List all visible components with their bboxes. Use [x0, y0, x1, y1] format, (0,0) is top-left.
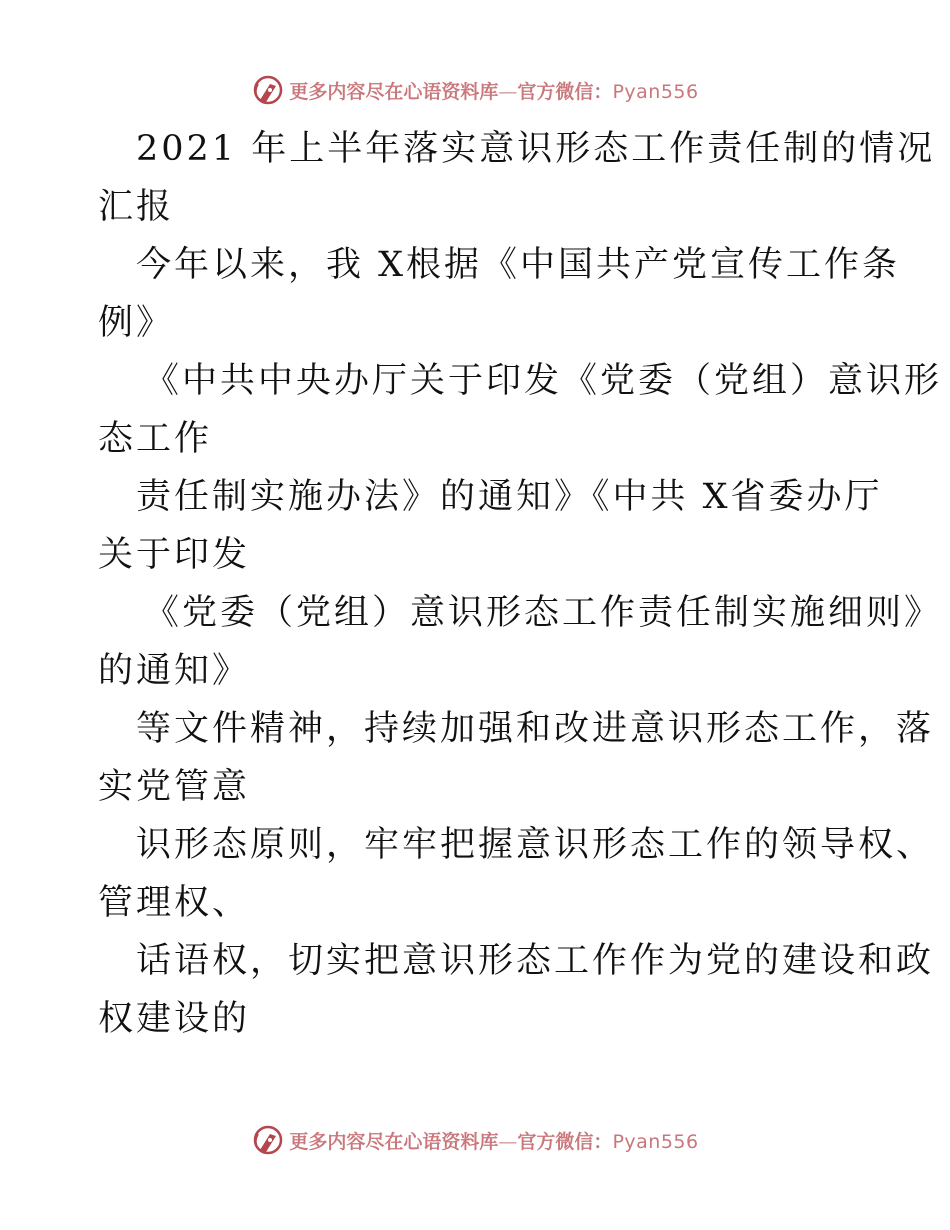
paragraph-line: 话语权，切实把意识形态工作作为党的建设和政	[136, 941, 935, 981]
paragraph-line: 《中共中央办厅关于印发《党委（党组）意识形	[144, 361, 943, 401]
paragraph-line: 《党委（党组）意识形态工作责任制实施细则》	[144, 593, 943, 633]
header-banner	[0, 70, 950, 110]
header-wechat-label: 官方微信：	[517, 80, 613, 103]
document-title-line-2: 汇报	[98, 187, 175, 227]
footer-site-text: 更多内容尽在心语资料库	[289, 1130, 499, 1153]
pen-nib-circle-icon	[251, 1123, 285, 1157]
paragraph-line: 今年以来，我 X根据《中国共产党宣传工作条	[136, 245, 901, 285]
pen-nib-circle-icon	[251, 73, 285, 107]
paragraph-line: 权建设的	[98, 999, 251, 1039]
paragraph-line: 的通知》	[98, 651, 251, 691]
paragraph-line: 态工作	[98, 419, 213, 459]
paragraph-line: 例》	[98, 303, 175, 343]
footer-banner-text	[289, 1127, 698, 1154]
header-site-text: 更多内容尽在心语资料库	[289, 80, 499, 103]
paragraph-line: 识形态原则，牢牢把握意识形态工作的领导权、	[136, 825, 935, 865]
document-title-line-1: 2021 年上半年落实意识形态工作责任制的情况	[136, 129, 936, 169]
footer-banner	[0, 1120, 950, 1160]
paragraph-line: 实党管意	[98, 767, 251, 807]
footer-separator: —	[498, 1130, 518, 1153]
footer-wechat-label: 官方微信：	[517, 1130, 613, 1153]
paragraph-line: 关于印发	[98, 535, 251, 575]
paragraph-line: 管理权、	[98, 883, 251, 923]
header-wechat-id: Pyan556	[612, 80, 699, 103]
footer-wechat-id: Pyan556	[612, 1130, 699, 1153]
header-banner-text	[289, 77, 698, 104]
header-separator: —	[498, 80, 518, 103]
document-body	[98, 120, 943, 1048]
paragraph-line: 责任制实施办法》的通知》《中共 X省委办厅	[136, 477, 883, 517]
paragraph-line: 等文件精神，持续加强和改进意识形态工作，落	[136, 709, 935, 749]
